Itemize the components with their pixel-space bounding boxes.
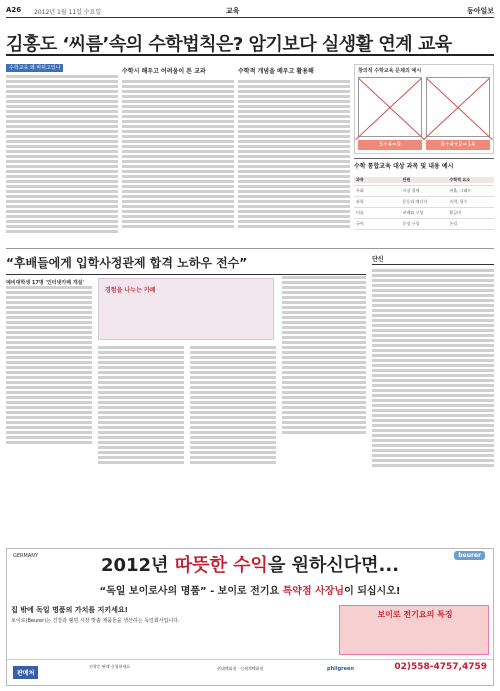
article-column-1 <box>6 64 118 244</box>
table-cell: 비례와 구성 <box>402 210 424 215</box>
table-cell: 문장 구성 <box>402 221 420 226</box>
advertisement[interactable] <box>6 548 494 686</box>
briefs-title: 단신 <box>372 254 494 265</box>
table-cell: 비율, 그래프 <box>449 188 472 193</box>
ad-main <box>11 605 489 657</box>
body-text <box>372 269 494 467</box>
table-cell: 시장 경제 <box>402 188 420 193</box>
graphic-column <box>354 64 494 244</box>
subheading: 수학적 개념을 배우고 활용해 <box>238 68 314 75</box>
diagonal-line <box>358 78 425 140</box>
grid-pair <box>358 77 490 137</box>
article-photo <box>98 278 274 340</box>
article-column-2 <box>122 64 234 244</box>
diagonal-line <box>423 78 490 140</box>
ad-main-text: 보이로(Beurer)는 건강과 웰빙 시장 맞춤 제품들을 생산하는 독일회사입니다. <box>11 618 180 624</box>
body-text <box>98 346 184 464</box>
body-text <box>6 286 92 444</box>
sales-label: 판매처 <box>13 666 38 679</box>
table-cell: 황금비 <box>449 210 461 215</box>
ad-subheadline <box>7 582 493 597</box>
diagram-title: 창의적 수학교육 문제의 예시 <box>358 68 422 74</box>
math-diagram <box>354 64 494 154</box>
table-header-cell: 수학적 요소 <box>447 177 494 183</box>
brand-logo: beurer <box>454 551 485 560</box>
subheading: 수학시 해우고 어려움이 튼 교과 <box>122 68 206 75</box>
body-text <box>6 75 118 233</box>
article-column-3 <box>238 64 350 244</box>
equation-2: 8+4+2=14 <box>426 140 490 150</box>
ad-main-heading: 집 밖에 독일 명품의 가치를 지키세요! <box>11 606 128 614</box>
ad-header <box>7 549 493 577</box>
article-2-body <box>6 276 366 536</box>
newspaper-brand: 동아일보 <box>466 7 494 15</box>
body-text <box>122 80 234 228</box>
equation-1: 5+4=9 <box>358 140 422 150</box>
table-cell: 국어 <box>356 221 364 226</box>
number-grid-left <box>358 77 422 137</box>
diagonal-line <box>355 78 422 140</box>
article-2-column <box>98 346 184 536</box>
equation-row <box>358 140 490 150</box>
page-number: A26 <box>6 6 22 14</box>
company-logo: philgreen <box>327 666 354 672</box>
table-row <box>354 208 494 219</box>
integration-table <box>354 158 494 230</box>
table-cell: 미술 <box>356 210 364 215</box>
phone-number[interactable]: 02)558-4757,4759 <box>394 662 487 672</box>
article-2-subhead: 예비대학생 17명 '인터넷카페 개설' <box>6 280 85 286</box>
article-section-2 <box>6 254 366 544</box>
table-cell: 과학 <box>356 199 364 204</box>
ad-feature-title: 보이로 전기요의 특징 <box>377 610 453 619</box>
table-header-row <box>354 175 494 186</box>
table-cell: 속력, 함수 <box>449 199 468 204</box>
table-row <box>354 197 494 208</box>
article-headline-2: “후배들에게 입학사정관제 합격 노하우 전수” <box>6 254 366 275</box>
ad-country-label: GERMANY <box>13 553 39 559</box>
table-row <box>354 219 494 230</box>
table-title: 수학 통합교육 대상 과목 및 내용 예시 <box>354 163 454 170</box>
article-2-column <box>282 276 366 536</box>
news-briefs <box>372 254 494 544</box>
ad-feature-box <box>339 605 489 655</box>
table-header-cell: 과목 <box>354 177 401 183</box>
page-header <box>6 4 494 18</box>
ad-sub-pre: “독일 보이로사의 명품” - 보이로 전기요 <box>99 586 283 597</box>
issue-date: 2012년 1월 11일 수요일 <box>34 9 102 16</box>
main-headline: 김홍도 ‘씨름’속의 수학법칙은? 암기보다 실생활 연계 교육 <box>6 24 494 56</box>
store-info: 현대백화점 · 신세계백화점 <box>217 666 264 671</box>
ad-main-copy <box>11 605 331 657</box>
article-2-column <box>6 276 92 536</box>
section-name: 교육 <box>226 7 240 15</box>
table-cell: 사회 <box>356 188 364 193</box>
table-header-cell: 단원 <box>401 177 448 183</box>
body-text <box>238 80 350 228</box>
section-divider <box>6 248 494 249</box>
ad-headline-highlight: 따뜻한 수익 <box>174 555 268 576</box>
article-2-column <box>190 346 276 536</box>
ad-headline-pre: 2012년 <box>100 555 175 576</box>
ad-sub-post: 이 되십시오! <box>344 586 401 597</box>
ad-headline <box>7 551 493 577</box>
diagonal-line <box>426 78 493 140</box>
table-cell: 논리 <box>449 221 458 226</box>
kicker: 수학교육 왜 바뀌고있나 <box>6 64 63 72</box>
sales-info: 선착순 판매 신청하세요 <box>89 664 131 669</box>
body-text <box>282 276 366 434</box>
table-row <box>354 186 494 197</box>
ad-sub-highlight: 특약점 사장님 <box>282 586 345 597</box>
ad-footer <box>7 659 493 685</box>
body-text <box>190 346 276 464</box>
table-cell: 운동과 에너지 <box>402 199 428 204</box>
ad-headline-post: 을 원하신다면... <box>267 555 400 576</box>
photo-label: 경험을 나누는 카페 <box>105 287 156 294</box>
number-grid-right <box>426 77 490 137</box>
